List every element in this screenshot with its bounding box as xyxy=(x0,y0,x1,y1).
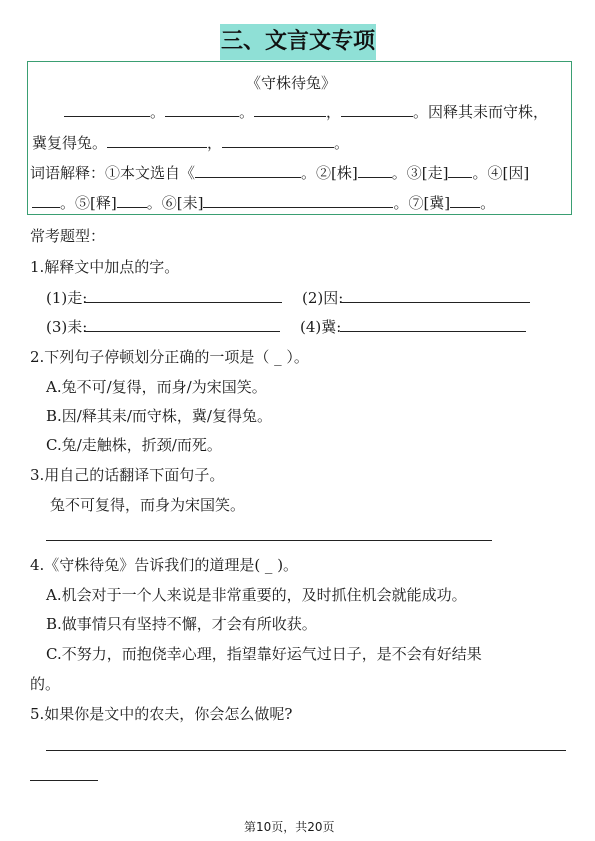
q2-option-a[interactable]: A.兔不可/复得，而身/为宋国笑。 xyxy=(46,378,267,396)
q4-option-c-cont: 的。 xyxy=(30,675,61,693)
page-number: 第10页，共20页 xyxy=(244,820,335,834)
q2-option-b[interactable]: B.因/释其耒/而守株，冀/复得兔。 xyxy=(46,407,272,425)
q4-option-c[interactable]: C.不努力，而抱侥幸心理，指望靠好运气过日子，是不会有好结果 xyxy=(46,645,482,663)
answer-blank[interactable] xyxy=(195,163,301,178)
q4-option-b[interactable]: B.做事情只有坚持不懈，才会有所收获。 xyxy=(46,615,317,633)
answer-blank[interactable] xyxy=(32,193,60,208)
question-3-stem: 3.用自己的话翻译下面句子。 xyxy=(30,466,225,484)
answer-line[interactable] xyxy=(340,302,530,303)
vocab-line-2: 。⑤[释] 。⑥[耒] 。⑦[冀] 。 xyxy=(32,192,495,213)
q1-item-1: (1)走: xyxy=(46,289,88,307)
question-4-stem: 4.《守株待兔》告诉我们的道理是( _ )。 xyxy=(30,556,299,574)
q1-item-2: (2)因: xyxy=(302,289,344,307)
q1-item-3: (3)耒: xyxy=(46,318,88,336)
q3-sentence: 兔不可复得，而身为宋国笑。 xyxy=(50,496,246,514)
passage-line-2: 冀复得兔。 ， 。 xyxy=(32,134,350,152)
answer-line[interactable] xyxy=(84,331,280,332)
answer-blank[interactable] xyxy=(222,133,334,148)
answer-line[interactable] xyxy=(340,331,526,332)
answer-blank[interactable] xyxy=(107,133,207,148)
section-label: 常考题型： xyxy=(30,227,106,245)
answer-line[interactable] xyxy=(46,540,492,541)
q4-option-a[interactable]: A.机会对于一个人来说是非常重要的，及时抓住机会就能成功。 xyxy=(46,586,467,604)
answer-line[interactable] xyxy=(84,302,282,303)
question-5-stem: 5.如果你是文中的农夫，你会怎么做呢? xyxy=(30,705,293,723)
answer-line[interactable] xyxy=(30,780,98,781)
answer-blank[interactable] xyxy=(117,193,147,208)
answer-blank[interactable] xyxy=(203,193,393,208)
answer-blank[interactable] xyxy=(341,102,413,117)
answer-blank[interactable] xyxy=(450,193,480,208)
passage-heading: 《守株待兔》 xyxy=(246,74,337,92)
passage-line-1: 。 。 ， 。因释其耒而守株， xyxy=(64,101,548,122)
q1-item-4: (4)冀: xyxy=(300,318,342,336)
q2-option-c[interactable]: C.兔/走触株，折颈/而死。 xyxy=(46,436,222,454)
vocab-line-1: 词语解释：①本文选自《 。②[株] 。③[走] 。④[因] xyxy=(30,164,530,182)
answer-blank[interactable] xyxy=(448,163,472,178)
answer-blank[interactable] xyxy=(254,102,326,117)
answer-line[interactable] xyxy=(46,750,566,751)
answer-blank[interactable] xyxy=(358,163,392,178)
question-1-stem: 1.解释文中加点的字。 xyxy=(30,258,180,276)
answer-blank[interactable] xyxy=(165,102,239,117)
question-2-stem: 2.下列句子停顿划分正确的一项是（ _ ）。 xyxy=(30,348,309,366)
answer-blank[interactable] xyxy=(64,102,150,117)
section-title: 三、文言文专项 xyxy=(220,24,376,60)
